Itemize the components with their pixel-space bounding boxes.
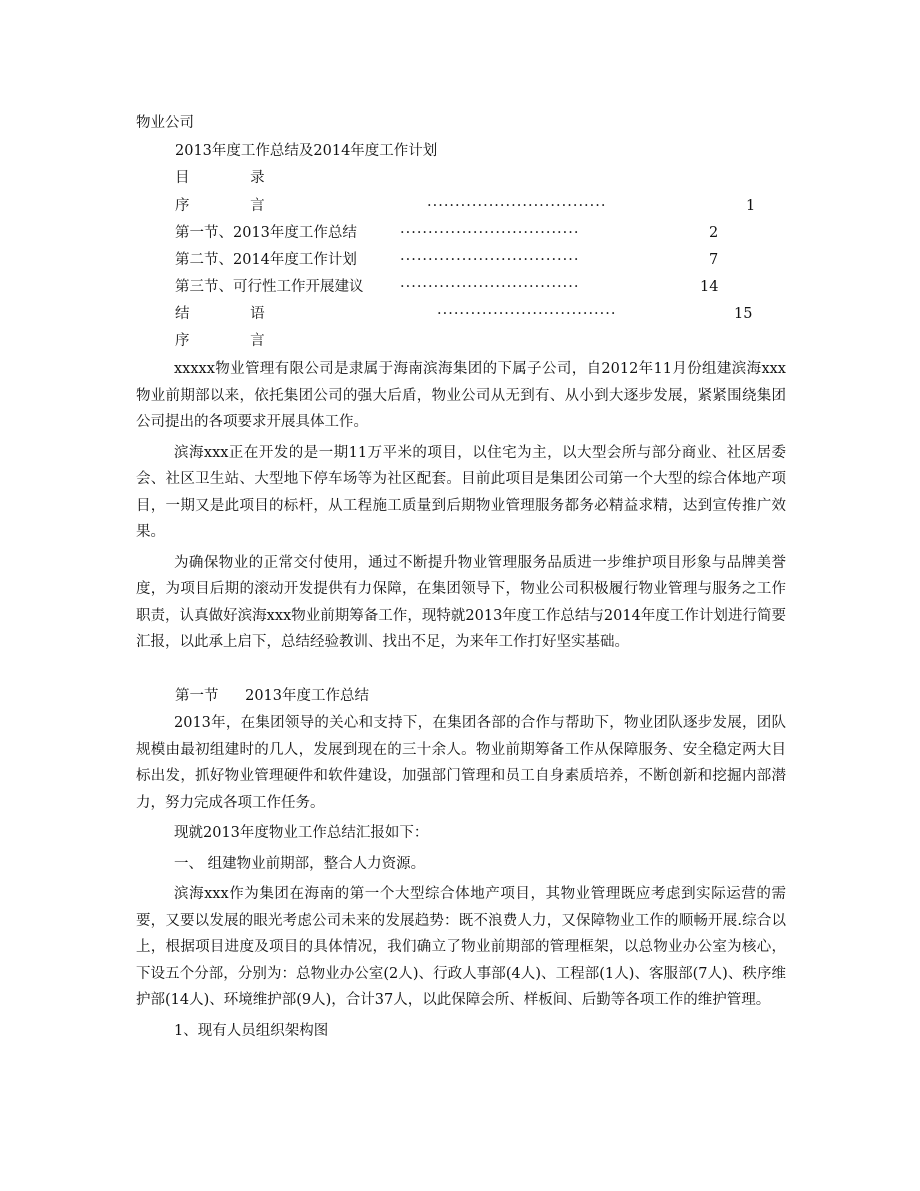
- body-text: [136, 356, 786, 656]
- toc-leader-dots: ································: [400, 225, 580, 241]
- section-1-heading: [175, 686, 369, 706]
- toc-leader-dots: ································: [400, 252, 580, 268]
- toc-entry-section-2[interactable]: [175, 249, 755, 271]
- section-1-paragraph-1: 2013年，在集团领导的关心和支持下，在集团各部的合作与帮助下，物业团队逐步发展，团队规模由最初组建时的几人，发展到现在的三十余人。物业前期筹备工作从保障服务、安全稳定两大目标出发，抓好物业管理硬件和软件建设，加强部门管理和员工自身素质培养，不断创新和挖掘内部潜力，努力完成各项工作任务。: [136, 715, 786, 811]
- toc-entry-preface[interactable]: [175, 195, 755, 217]
- preface-paragraph-1: xxxxx物业管理有限公司是隶属于海南滨海集团的下属子公司，自2012年11月份组建滨海xxx物业前期部以来，依托集团公司的强大后盾，物业公司从无到有、从小到大逐步发展，紧紧围绕集团公司提出的各项要求开展具体工作。: [136, 361, 786, 430]
- toc-label: 序 言: [175, 198, 293, 214]
- preface-paragraph-2: 滨海xxx正在开发的是一期11万平米的项目，以住宅为主，以大型会所与部分商业、社区居委会、社区卫生站、大型地下停车场等为社区配套。目前此项目是集团公司第一个大型的综合体地产项目，一期又是此项目的标杆，从工程施工质量到后期物业管理服务都务必精益求精，达到宣传推广效果。: [136, 444, 786, 540]
- section-1-paragraph-2: 现就2013年度物业工作总结汇报如下：: [174, 825, 429, 841]
- toc-page-number: 15: [734, 306, 753, 322]
- toc-leader-dots: ································: [427, 198, 607, 214]
- preface-heading: 序 言: [175, 333, 293, 349]
- toc-heading: 目 录: [175, 170, 293, 186]
- toc-leader-dots: ································: [437, 306, 617, 322]
- subsection-1-paragraph: 滨海xxx作为集团在海南的第一个大型综合体地产项目，其物业管理既应考虑到实际运营的需要，又要以发展的眼光考虑公司未来的发展趋势：既不浪费人力，又保障物业工作的顺畅开展.综合以上，根据项目进度及项目的具体情况，我们确立了物业前期部的管理框架，以总物业办公室为核心，下设五个分部，分别为：总物业办公室(2人)、行政人事部(4人)、工程部(1人)、客服部(7人)、秩序维护部(14人)、环境维护部(9人)，合计37人，以此保障会所、样板间、后勤等各项工作的维护管理。: [136, 886, 786, 1008]
- toc-entry-section-3[interactable]: [175, 276, 755, 298]
- toc-page-number: 14: [700, 279, 719, 295]
- toc-entry-conclusion[interactable]: [175, 303, 755, 325]
- org-chart-caption: 1、现有人员组织架构图: [174, 1022, 329, 1039]
- toc-entry-section-1[interactable]: [175, 222, 755, 244]
- toc-page-number: 2: [709, 225, 719, 241]
- toc-label: 第三节、可行性工作开展建议: [175, 279, 364, 295]
- section-1-heading-text: 第一节 2013年度工作总结: [175, 688, 370, 704]
- document-title: 2013年度工作总结及2014年度工作计划: [175, 143, 438, 159]
- toc-page-number: 1: [746, 198, 756, 214]
- subsection-1-heading: 一、 组建物业前期部，整合人力资源。: [174, 855, 426, 872]
- toc-label: 第一节、2013年度工作总结: [175, 225, 357, 241]
- toc-page-number: 7: [709, 252, 719, 268]
- toc-label: 结 语: [175, 306, 293, 322]
- preface-paragraph-3: 为确保物业的正常交付使用，通过不断提升物业管理服务品质进一步维护项目形象与品牌美誉度，为项目后期的滚动开发提供有力保障，在集团领导下，物业公司积极履行物业管理与服务之工作职责，认真做好滨海xxx物业前期筹备工作，现特就2013年度工作总结与2014年度工作计划进行简要汇报，以此承上启下，总结经验教训、找出不足，为来年工作打好坚实基础。: [136, 554, 786, 650]
- toc-label: 第二节、2014年度工作计划: [175, 252, 357, 268]
- toc-leader-dots: ································: [400, 279, 580, 295]
- company-name: 物业公司: [136, 115, 194, 131]
- section-1-body: [136, 710, 786, 1044]
